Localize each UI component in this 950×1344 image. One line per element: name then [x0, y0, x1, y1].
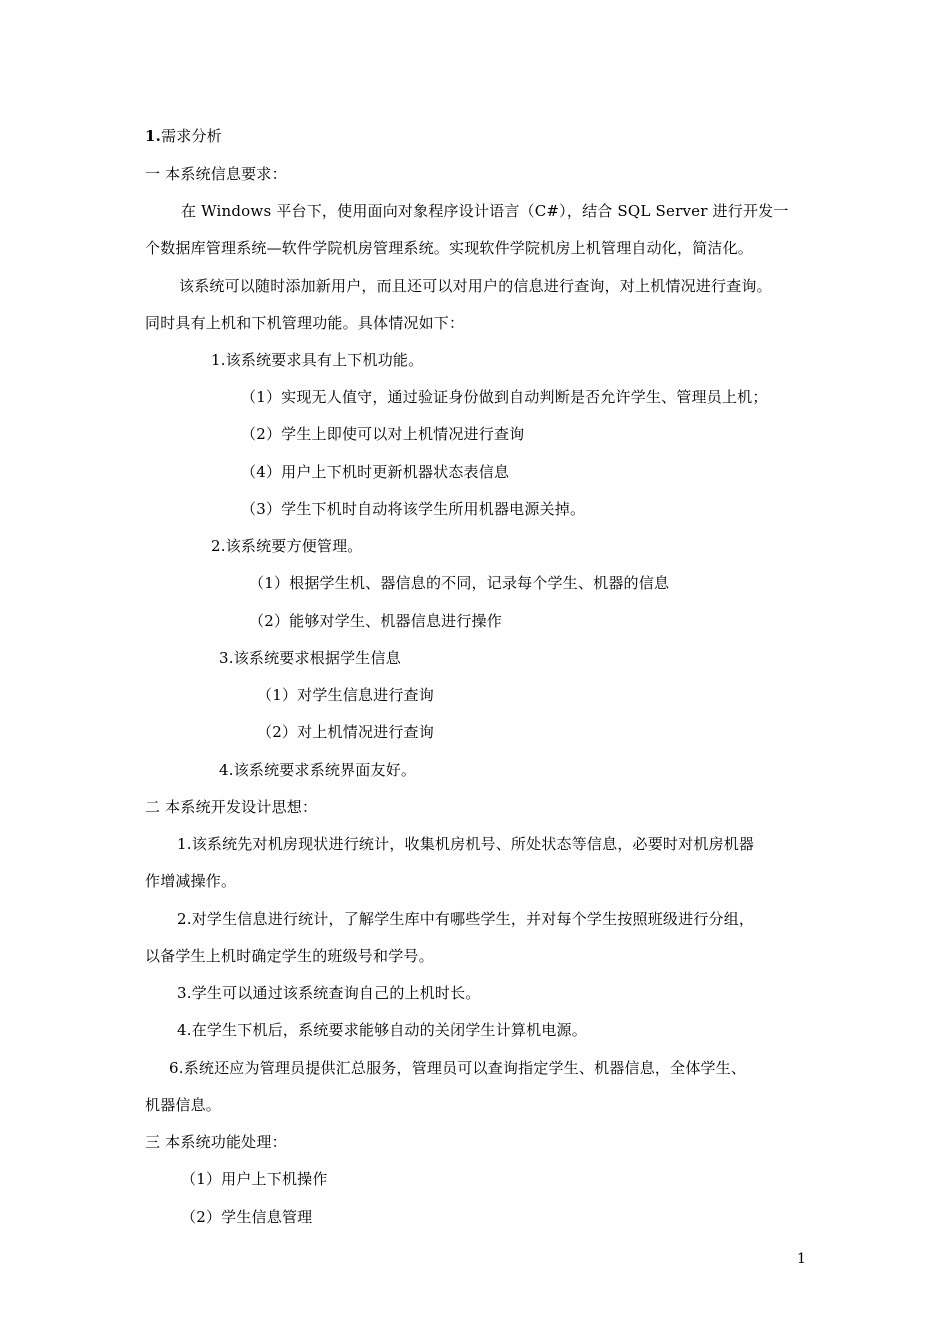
- list-subitem: （1）实现无人值守，通过验证身份做到自动判断是否允许学生、管理员上机；: [241, 388, 768, 406]
- paragraph-line: 3.学生可以通过该系统查询自己的上机时长。: [177, 984, 481, 1002]
- list-subitem: （4）用户上下机时更新机器状态表信息: [241, 463, 510, 481]
- paragraph-line: 2.对学生信息进行统计，了解学生库中有哪些学生，并对每个学生按照班级进行分组，: [177, 910, 755, 928]
- heading-text: 需求分析: [161, 127, 222, 145]
- list-subitem: （2）学生信息管理: [181, 1208, 313, 1226]
- list-subitem: （1）根据学生机、器信息的不同，记录每个学生、机器的信息: [249, 574, 670, 592]
- list-item: 2.该系统要方便管理。: [211, 537, 363, 555]
- list-subitem: （2）对上机情况进行查询: [257, 723, 434, 741]
- list-item: 3.该系统要求根据学生信息: [219, 649, 401, 667]
- paragraph-line: 6.系统还应为管理员提供汇总服务，管理员可以查询指定学生、机器信息，全体学生、: [169, 1059, 747, 1077]
- paragraph-line: 作增减操作。: [145, 872, 237, 890]
- list-subitem: （2）学生上即使可以对上机情况进行查询: [241, 425, 525, 443]
- paragraph-line: 同时具有上机和下机管理功能。具体情况如下：: [145, 314, 465, 332]
- list-subitem: （1）用户上下机操作: [181, 1170, 328, 1188]
- list-subitem: （1）对学生信息进行查询: [257, 686, 434, 704]
- paragraph-line: 在 Windows 平台下，使用面向对象程序设计语言（C#），结合 SQL Server 进行开发一: [181, 202, 789, 220]
- section-heading: [145, 126, 222, 146]
- heading-number: 1.: [145, 127, 162, 145]
- paragraph-line: 1.该系统先对机房现状进行统计，收集机房机号、所处状态等信息，必要时对机房机器: [177, 835, 755, 853]
- section-two-title: 二 本系统开发设计思想：: [145, 798, 318, 816]
- paragraph-line: 4.在学生下机后，系统要求能够自动的关闭学生计算机电源。: [177, 1021, 587, 1039]
- paragraph-line: 以备学生上机时确定学生的班级号和学号。: [145, 947, 434, 965]
- section-one-title: 一 本系统信息要求：: [145, 165, 287, 183]
- paragraph-line: 机器信息。: [145, 1096, 222, 1114]
- list-subitem: （2）能够对学生、机器信息进行操作: [249, 612, 502, 630]
- paragraph-line: 个数据库管理系统—软件学院机房管理系统。实现软件学院机房上机管理自动化，简洁化。: [145, 239, 754, 257]
- list-subitem: （3）学生下机时自动将该学生所用机器电源关掉。: [241, 500, 586, 518]
- section-three-title: 三 本系统功能处理：: [145, 1133, 287, 1151]
- list-item: 1.该系统要求具有上下机功能。: [211, 351, 424, 369]
- page-number: 1: [797, 1251, 806, 1267]
- paragraph-line: 该系统可以随时添加新用户，而且还可以对用户的信息进行查询，对上机情况进行查询。: [179, 277, 772, 295]
- list-item: 4.该系统要求系统界面友好。: [219, 761, 417, 779]
